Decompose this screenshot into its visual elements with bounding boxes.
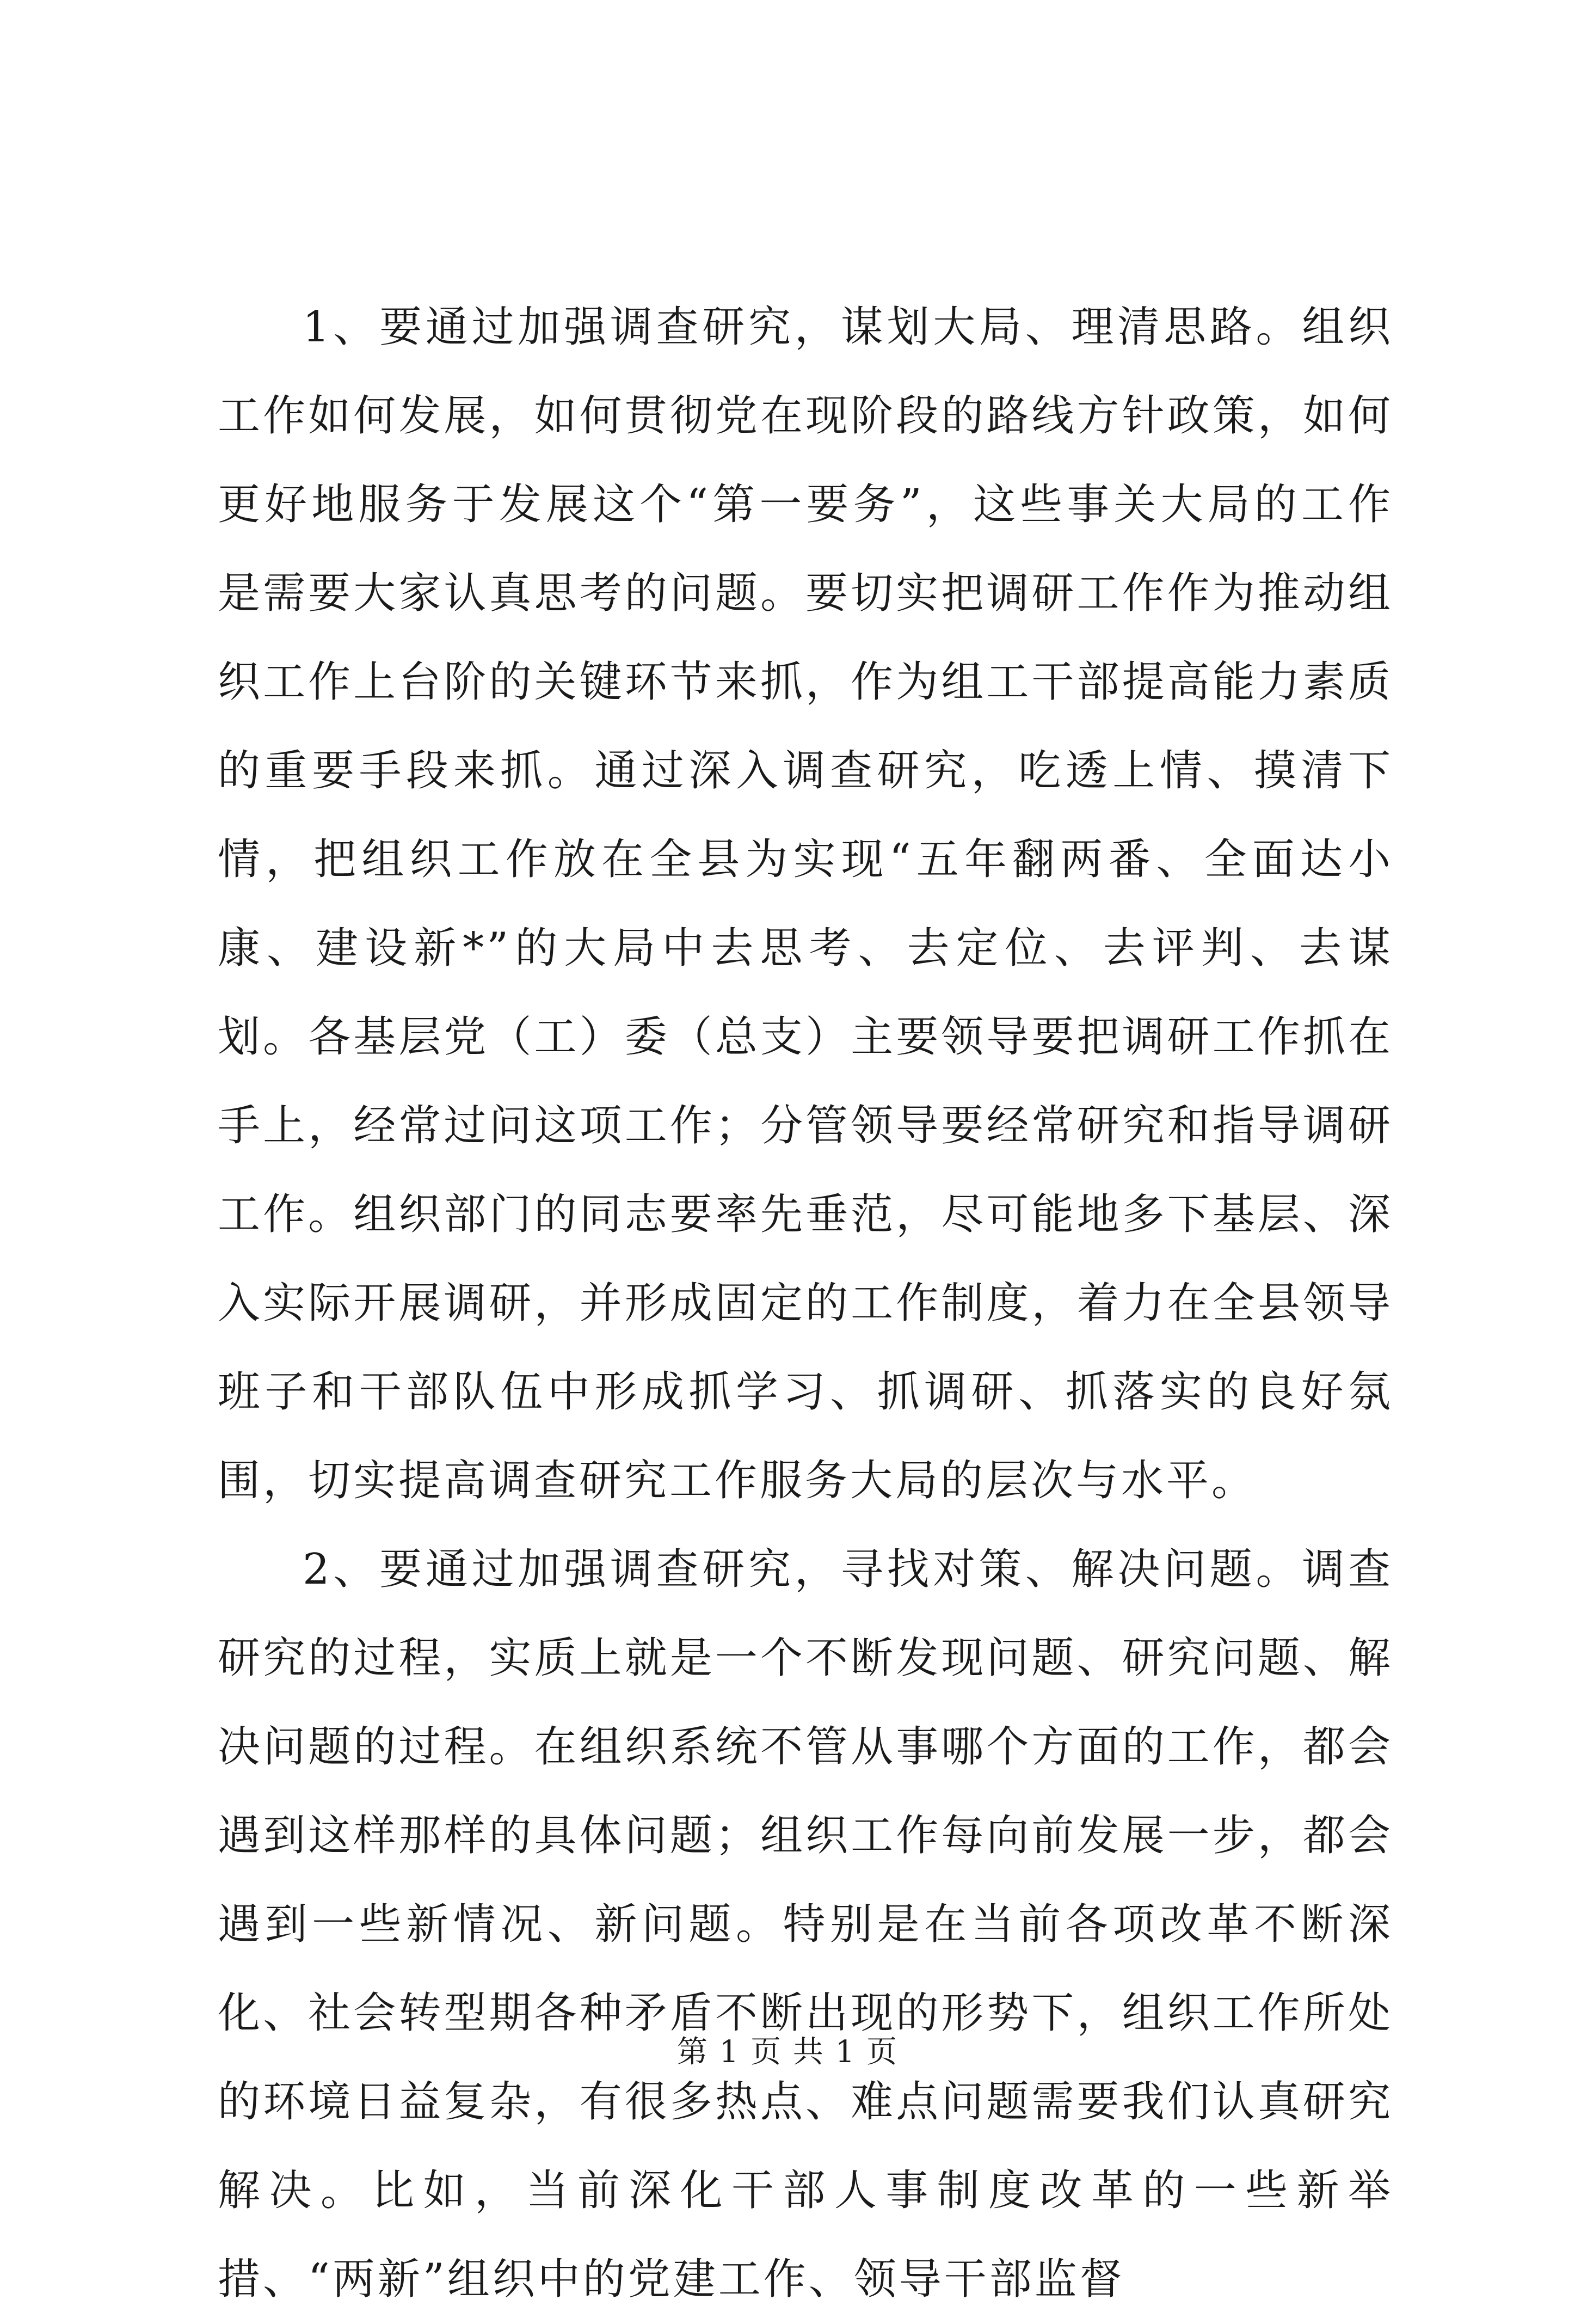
paragraph-1: 1、要通过加强调查研究，谋划大局、理清思路。组织工作如何发展，如何贯彻党在现阶段的路线方针政策，如何更好地服务于发展这个“第一要务”，这些事关大局的工作是需要大家认真思考的问题。要切实把调研工作作为推动组织工作上台阶的关键环节来抓，作为组工干部提高能力素质的重要手段来抓。通过深入调查研究，吃透上情、摸清下情，把组织工作放在全县为实现“五年翻两番、全面达小康、建设新*”的大局中去思考、去定位、去评判、去谋划。各基层党（工）委（总支）主要领导要把调研工作抓在手上，经常过问这项工作；分管领导要经常研究和指导调研工作。组织部门的同志要率先垂范，尽可能地多下基层、深入实际开展调研，并形成固定的工作制度，着力在全县领导班子和干部队伍中形成抓学习、抓调研、抓落实的良好氛围，切实提高调查研究工作服务大局的层次与水平。 [218,303,1393,1505]
page-footer [0,2033,1575,2071]
paragraph-2: 2、要通过加强调查研究，寻找对策、解决问题。调查研究的过程，实质上就是一个不断发现问题、研究问题、解决问题的过程。在组织系统不管从事哪个方面的工作，都会遇到这样那样的具体问题；组织工作每向前发展一步，都会遇到一些新情况、新问题。特别是在当前各项改革不断深化、社会转型期各种矛盾不断出现的形势下，组织工作所处的环境日益复杂，有很多热点、难点问题需要我们认真研究解决。比如，当前深化干部人事制度改革的一些新举措、“两新”组织中的党建工作、领导干部监督 [218,1545,1393,2304]
page-number-label: 第 1 页 共 1 页 [676,2034,899,2070]
document-body [218,283,1393,2324]
